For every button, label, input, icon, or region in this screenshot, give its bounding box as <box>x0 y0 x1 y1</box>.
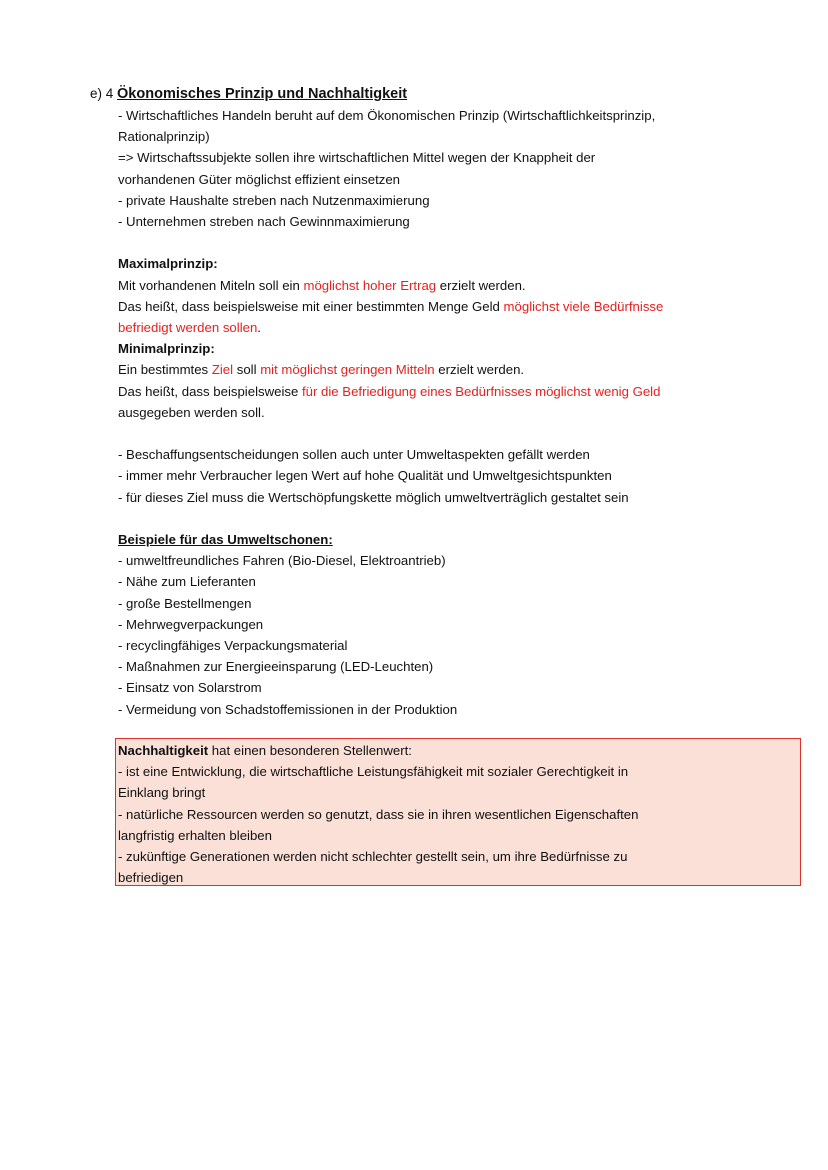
minimal-line-3: ausgegeben werden soll. <box>118 404 265 420</box>
text-run: erzielt werden. <box>436 277 526 293</box>
text-run: Das heißt, dass beispielsweise mit einer bestimmten Menge Geld <box>118 298 504 314</box>
list-item: - Maßnahmen zur Energieeinsparung (LED-Leuchten) <box>118 659 434 675</box>
spacer <box>118 423 798 444</box>
sustainability-line: - natürliche Ressourcen werden so genutzt, dass sie in ihren wesentlichen Eigenschaften <box>118 806 639 822</box>
sustainability-line: - zukünftige Generationen werden nicht schlechter gestellt sein, um ihre Bedürfnisse zu <box>118 849 628 865</box>
examples-heading: Beispiele für das Umweltschonen: <box>118 532 333 548</box>
intro-line: - private Haushalte streben nach Nutzenmaximierung <box>118 192 430 208</box>
environment-line: - Beschaffungsentscheidungen sollen auch unter Umweltaspekten gefällt werden <box>118 447 590 463</box>
sustainability-keyword: Nachhaltigkeit <box>118 743 209 758</box>
text-run: Ein bestimmtes <box>118 362 212 378</box>
list-item: - Nähe zum Lieferanten <box>118 574 256 590</box>
minimal-heading: Minimalprinzip: <box>118 341 215 357</box>
text-run: Mit vorhandenen Miteln soll ein <box>118 277 304 293</box>
spacer <box>118 508 798 529</box>
text-run: soll <box>233 362 261 378</box>
sustainability-line: - ist eine Entwicklung, die wirtschaftliche Leistungsfähigkeit mit sozialer Gerechtigkeit in <box>118 764 629 780</box>
highlight-text: für die Befriedigung eines Bedürfnisses möglichst wenig Geld <box>301 383 661 399</box>
document-body <box>118 105 798 720</box>
environment-line: - für dieses Ziel muss die Wertschöpfungskette möglich umweltverträglich gestaltet sein <box>118 489 629 505</box>
sustainability-box <box>115 738 801 886</box>
intro-line: => Wirtschaftssubjekte sollen ihre wirtschaftlichen Mittel wegen der Knappheit der <box>118 150 596 166</box>
intro-line: Rationalprinzip) <box>118 129 210 145</box>
highlight-text: möglichst viele Bedürfnisse <box>503 298 664 314</box>
maximal-line-1 <box>118 275 798 296</box>
section-heading <box>90 84 407 104</box>
list-item: - große Bestellmengen <box>118 595 252 611</box>
text-run: . <box>257 320 261 336</box>
sustainability-line: Einklang bringt <box>118 785 206 801</box>
list-item: - Mehrwegverpackungen <box>118 616 264 632</box>
intro-line: vorhandenen Güter möglichst effizient einsetzen <box>118 171 400 187</box>
minimal-line-2 <box>118 381 798 402</box>
maximal-heading: Maximalprinzip: <box>118 256 218 272</box>
highlight-text: mit möglichst geringen Mitteln <box>260 362 435 378</box>
text-run: Das heißt, dass beispielsweise <box>118 383 302 399</box>
intro-line: - Unternehmen streben nach Gewinnmaximierung <box>118 214 410 230</box>
highlight-text: Ziel <box>211 362 234 378</box>
text-run: hat einen besonderen Stellenwert: <box>208 743 412 758</box>
sustainability-line: befriedigen <box>118 870 184 886</box>
section-number: e) 4 <box>90 86 114 101</box>
sustainability-line: langfristig erhalten bleiben <box>118 827 272 843</box>
highlight-text: möglichst hoher Ertrag <box>303 277 437 293</box>
environment-line: - immer mehr Verbraucher legen Wert auf hohe Qualität und Umweltgesichtspunkten <box>118 468 612 484</box>
maximal-line-3 <box>118 317 798 338</box>
maximal-line-2 <box>118 296 798 317</box>
highlight-text: befriedigt werden sollen <box>118 320 258 336</box>
spacer <box>118 232 798 253</box>
list-item: - umweltfreundliches Fahren (Bio-Diesel, Elektroantrieb) <box>118 553 446 569</box>
section-title: Ökonomisches Prinzip und Nachhaltigkeit <box>117 86 408 102</box>
list-item: - Einsatz von Solarstrom <box>118 680 262 696</box>
sustainability-title <box>118 740 798 761</box>
intro-line: - Wirtschaftliches Handeln beruht auf dem Ökonomischen Prinzip (Wirtschaftlichkeitsprinzip, <box>118 108 656 123</box>
list-item: - recyclingfähiges Verpackungsmaterial <box>118 638 348 654</box>
list-item: - Vermeidung von Schadstoffemissionen in der Produktion <box>118 701 458 717</box>
text-run: erzielt werden. <box>434 362 525 378</box>
minimal-line-1 <box>118 359 798 380</box>
